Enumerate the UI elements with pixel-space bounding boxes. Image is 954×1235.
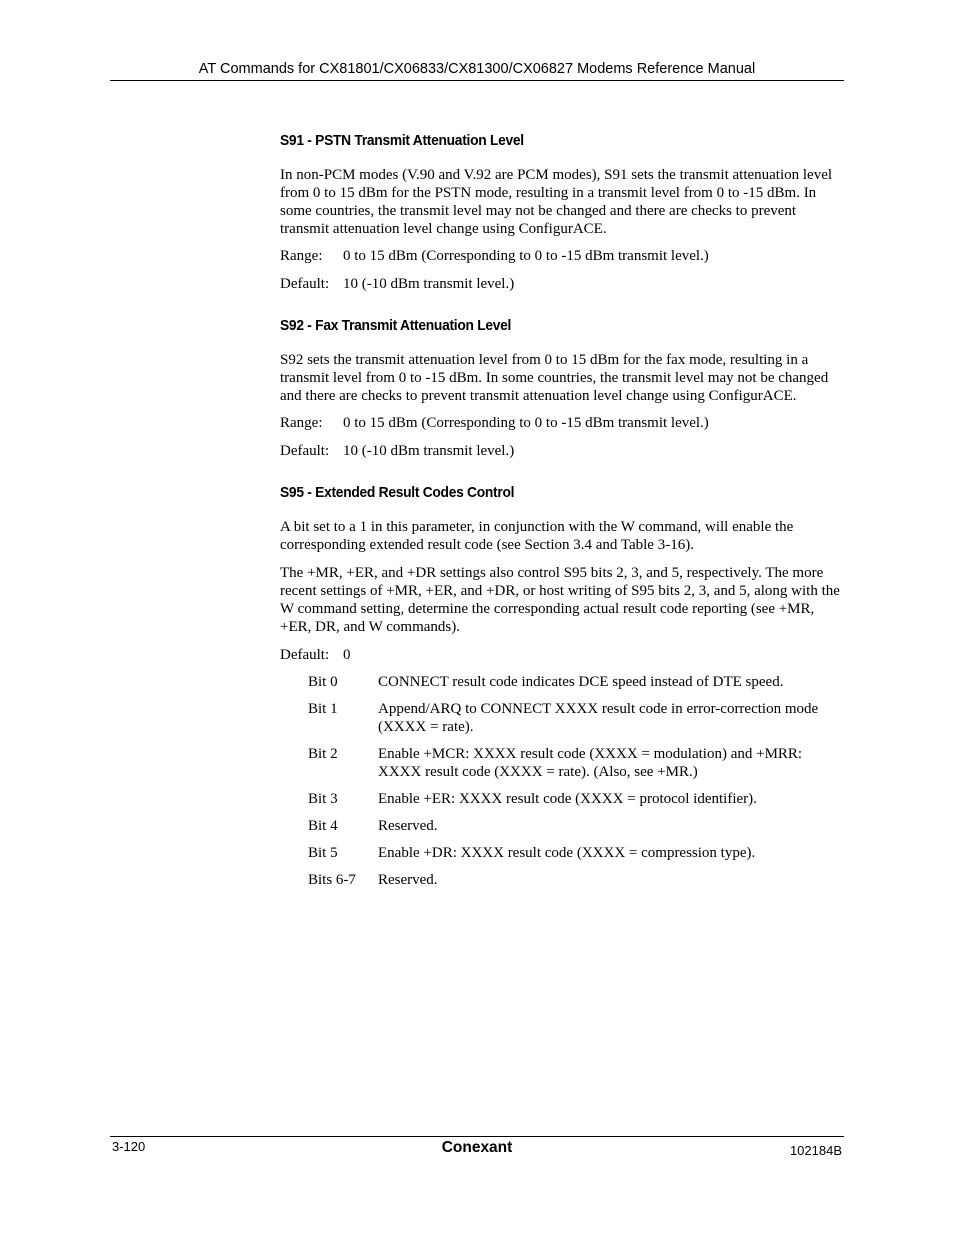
s92-heading: S92 - Fax Transmit Attenuation Level [280,317,512,334]
s92-range-row [280,414,845,432]
s91-range-label: Range: [280,248,323,264]
bit-description: Enable +MCR: XXXX result code (XXXX = modulation) and +MRR: XXXX result code (XXXX = rate). (Also, see +MR.) [378,746,803,780]
bit-description: Reserved. [378,818,438,834]
s95-heading: S95 - Extended Result Codes Control [280,484,515,501]
s95-default-value: 0 [343,647,351,663]
bit-description: Enable +ER: XXXX result code (XXXX = protocol identifier). [378,791,757,807]
bit-row [308,844,845,862]
bit-row [308,817,845,835]
bit-label: Bit 0 [308,674,338,690]
s92-range-value: 0 to 15 dBm (Corresponding to 0 to -15 dBm transmit level.) [343,415,709,431]
s91-body: In non-PCM modes (V.90 and V.92 are PCM modes), S91 sets the transmit attenuation level from 0 to 15 dBm for the PSTN mode, resulting in a transmit level from 0 to -15 dBm. In some countries, the transmit level may not be changed and there are checks to prevent transmit attenuation level change using ConfigurACE. [280,167,833,237]
bit-row [308,700,845,736]
s91-range-value: 0 to 15 dBm (Corresponding to 0 to -15 dBm transmit level.) [343,248,709,264]
footer-divider [110,1136,844,1137]
bit-row [308,790,845,808]
page-header-title: AT Commands for CX81801/CX06833/CX81300/CX06827 Modems Reference Manual [198,61,756,77]
s92-default-value: 10 (-10 dBm transmit level.) [343,443,515,459]
footer-company: Conexant [441,1139,513,1156]
s92-body: S92 sets the transmit attenuation level from 0 to 15 dBm for the fax mode, resulting in a transmit level from 0 to -15 dBm. In some countries, the transmit level may not be changed and there are checks to prevent transmit attenuation level change using ConfigurACE. [280,352,829,404]
s91-range-row [280,247,845,265]
bit-label: Bit 3 [308,791,338,807]
s92-range-label: Range: [280,415,323,431]
s91-heading: S91 - PSTN Transmit Attenuation Level [280,132,524,149]
s95-body-2: The +MR, +ER, and +DR settings also control S95 bits 2, 3, and 5, respectively. The more recent settings of +MR, +ER, and +DR, or host writing of S95 bits 2, 3, and 5, along with the W command setting, determine the corresponding actual result code reporting (see +MR, +ER, DR, and W commands). [280,565,840,635]
bit-label: Bit 1 [308,701,338,717]
s95-default-row [280,646,845,664]
bit-label: Bit 2 [308,746,338,762]
bit-description: CONNECT result code indicates DCE speed instead of DTE speed. [378,674,784,690]
document-number: 102184B [789,1143,842,1158]
bit-row [308,673,845,691]
bit-row [308,745,845,781]
bit-label: Bit 5 [308,845,338,861]
bit-row [308,871,845,889]
main-content [280,132,845,889]
header-divider [110,80,844,81]
bit-label: Bit 4 [308,818,338,834]
bit-description: Enable +DR: XXXX result code (XXXX = compression type). [378,845,756,861]
s91-default-label: Default: [280,276,330,292]
s91-default-value: 10 (-10 dBm transmit level.) [343,276,515,292]
s95-body-1: A bit set to a 1 in this parameter, in conjunction with the W command, will enable the corresponding extended result code (see Section 3.4 and Table 3-16). [280,519,794,553]
s91-default-row [280,275,845,293]
s92-default-label: Default: [280,443,330,459]
s95-bit-list [308,673,845,889]
s95-default-label: Default: [280,647,330,663]
page-number: 3-120 [112,1139,146,1154]
bit-label: Bits 6-7 [308,872,356,888]
bit-description: Append/ARQ to CONNECT XXXX result code in error-correction mode (XXXX = rate). [378,701,819,735]
s92-default-row [280,442,845,460]
bit-description: Reserved. [378,872,438,888]
